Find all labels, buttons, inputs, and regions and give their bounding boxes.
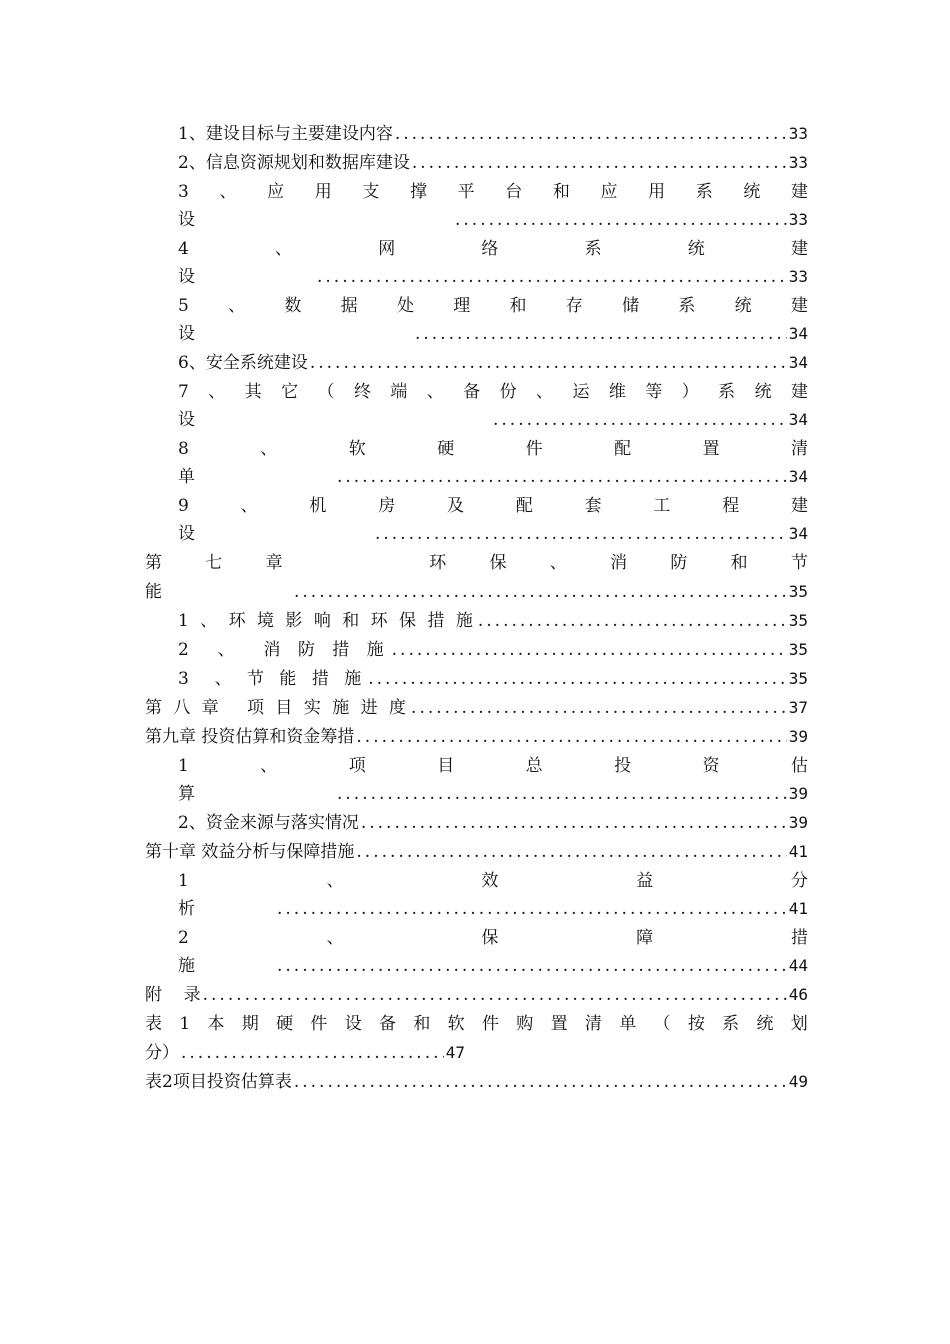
toc-entry-continuation[interactable]: 设 ..... 34 (178, 406, 808, 434)
dot-leader (356, 723, 786, 751)
dot-leader (277, 895, 787, 923)
toc-entry-page: 34 (788, 467, 808, 486)
toc-entry-page: 34 (788, 324, 808, 343)
toc-entry-title: 第九章 投资估算和资金筹措 (145, 727, 355, 747)
toc-entry-page: 34 (788, 353, 808, 372)
dot-leader (478, 607, 787, 635)
toc-entry[interactable] (178, 809, 808, 837)
toc-entry-page: 39 (788, 784, 808, 803)
toc-entry-title: 1 、 环 境 影 响 和 环 保 措 施 (178, 611, 476, 631)
toc-entry-page: 35 (788, 669, 808, 688)
toc-entry-title: 第十章 效益分析与保障措施 (145, 842, 355, 862)
toc-entry-continuation[interactable]: 析 ..... 41 (178, 895, 808, 923)
toc-entry-continuation[interactable]: 施 ..... 44 (178, 952, 808, 980)
toc-chapter-entry[interactable] (145, 838, 808, 866)
toc-chapter-entry[interactable] (145, 549, 808, 577)
toc-entry-page: 37 (788, 698, 808, 717)
toc-entry-title-justified: 第 七 章 环 保 、 消 防 和 节 (145, 553, 808, 573)
toc-entry-page: 35 (788, 611, 808, 630)
toc-entry-title: 附 录 (145, 985, 201, 1005)
toc-entry-title-justified: 3 、 应 用 支 撑 平 台 和 应 用 系 统 建 (178, 182, 808, 202)
dot-leader (317, 263, 787, 291)
toc-entry-page: 33 (788, 210, 808, 229)
toc-entry-page: 35 (788, 640, 808, 659)
dot-leader (277, 952, 787, 980)
toc-entry-continuation[interactable]: 设 ..... 34 (178, 320, 808, 348)
toc-entry-page: 46 (788, 985, 808, 1004)
dot-leader (310, 349, 787, 377)
toc-entry-continuation[interactable]: 能 ..... 35 (145, 578, 808, 606)
toc-entry-title-justified: 1 、 效 益 分 (178, 871, 808, 891)
dot-leader (415, 320, 787, 348)
toc-entry-title: 表2项目投资估算表 (145, 1072, 292, 1092)
dot-leader (412, 149, 787, 177)
toc-entry-title-justified: 2 、 保 障 措 (178, 928, 808, 948)
dot-leader (493, 406, 787, 434)
toc-entry[interactable] (178, 378, 808, 406)
dot-leader (337, 780, 787, 808)
toc-entry-title-justified: 5 、 数 据 处 理 和 存 储 系 统 建 (178, 296, 808, 316)
toc-entry[interactable] (178, 636, 808, 664)
toc-entry-page: 33 (788, 153, 808, 172)
toc-entry-title: 1、建设目标与主要建设内容 (178, 124, 393, 144)
toc-entry-page: 34 (788, 524, 808, 543)
toc-entry-continuation[interactable]: 算 ..... 39 (178, 780, 808, 808)
toc-entry-title: 第 八 章 项 目 实 施 进 度 (145, 698, 410, 718)
toc-entry-title-justified: 表 1 本 期 硬 件 设 备 和 软 件 购 置 清 单 （ 按 系 统 划 (145, 1014, 808, 1034)
toc-entry-title-justified: 1 、 项 目 总 投 资 估 (178, 756, 808, 776)
toc-entry[interactable] (145, 1068, 808, 1096)
toc-entry-title: 2、信息资源规划和数据库建设 (178, 153, 410, 173)
toc-entry-page: 39 (788, 813, 808, 832)
toc-entry-title: 2、资金来源与落实情况 (178, 813, 359, 833)
toc-entry-title: 6、安全系统建设 (178, 353, 308, 373)
toc-entry[interactable] (178, 607, 808, 635)
toc-chapter-entry[interactable] (145, 694, 808, 722)
dot-leader (356, 838, 786, 866)
toc-entry-page: 34 (788, 410, 808, 429)
toc-entry-page: 44 (788, 956, 808, 975)
toc-entry-continuation[interactable]: 设 ..... 34 (178, 520, 808, 548)
dot-leader (375, 520, 787, 548)
dot-leader (294, 578, 787, 606)
toc-entry-page: 47 (445, 1043, 465, 1062)
toc-entry[interactable] (178, 924, 808, 952)
toc-entry[interactable] (178, 120, 808, 148)
toc-entry[interactable] (178, 292, 808, 320)
toc-entry-title-justified: 9 、 机 房 及 配 套 工 程 建 (178, 496, 808, 516)
dot-leader (392, 636, 787, 664)
toc-entry-title-justified: 7 、 其 它 （ 终 端 、 备 份 、 运 维 等 ） 系 统 建 (178, 382, 808, 402)
dot-leader (455, 206, 787, 234)
dot-leader (337, 463, 787, 491)
dot-leader (395, 120, 787, 148)
toc-entry-page: 39 (788, 727, 808, 746)
toc-entry[interactable] (178, 235, 808, 263)
toc-entry[interactable] (178, 752, 808, 780)
toc-entry[interactable] (178, 349, 808, 377)
toc-entry[interactable] (178, 178, 808, 206)
toc-entry-page: 33 (788, 267, 808, 286)
toc-entry[interactable] (178, 492, 808, 520)
toc-entry-page: 49 (788, 1072, 808, 1091)
toc-entry-title: 2 、 消 防 措 施 (178, 640, 390, 660)
toc-entry-page: 41 (788, 899, 808, 918)
toc-entry[interactable] (145, 1010, 808, 1038)
toc-entry-continuation[interactable]: 设 ..... 33 (178, 263, 808, 291)
toc-entry-page: 41 (788, 842, 808, 861)
toc-entry-title-justified: 4 、 网 络 系 统 建 (178, 239, 808, 259)
toc-entry-continuation[interactable]: 分） ..... 47 (145, 1039, 465, 1067)
dot-leader (411, 694, 787, 722)
dot-leader (361, 809, 787, 837)
toc-entry[interactable] (178, 665, 808, 693)
toc-entry-continuation[interactable]: 单 ..... 34 (178, 463, 808, 491)
toc-entry-title: 3 、 节 能 措 施 (178, 669, 367, 689)
toc-entry[interactable] (178, 149, 808, 177)
toc-entry-page: 33 (788, 124, 808, 143)
dot-leader (181, 1039, 444, 1067)
toc-entry-page: 35 (788, 582, 808, 601)
toc-entry[interactable] (178, 867, 808, 895)
dot-leader (203, 981, 787, 1009)
dot-leader (294, 1068, 787, 1096)
toc-entry-continuation[interactable]: 设 ..... 33 (178, 206, 808, 234)
dot-leader (368, 665, 786, 693)
toc-chapter-entry[interactable] (145, 723, 808, 751)
toc-chapter-entry[interactable] (145, 981, 808, 1009)
toc-entry-title-justified: 8 、 软 硬 件 配 置 清 (178, 439, 808, 459)
toc-entry[interactable] (178, 435, 808, 463)
